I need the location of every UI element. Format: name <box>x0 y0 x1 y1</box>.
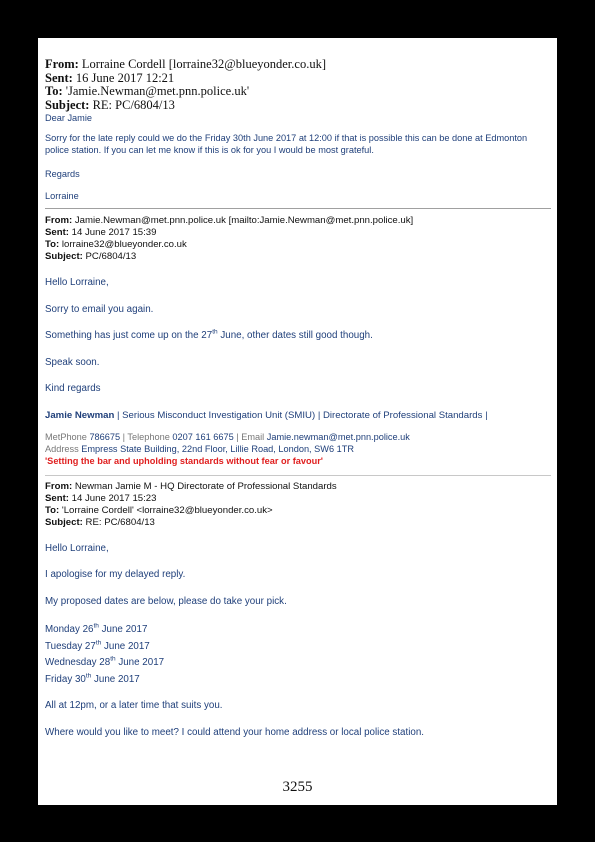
date-item: Monday 26th June 2017 <box>45 622 148 635</box>
email1-body: Sorry for the late reply could we do the Friday 30th June 2017 at 12:00 if that is possible this can be done at Edmonton police station. If you can let me know if this is ok for you I would be most grateful. <box>45 133 528 155</box>
sent-value: 14 June 2017 15:23 <box>71 492 157 504</box>
to-value: 'Lorraine Cordell' <lorraine32@blueyonder.co.uk> <box>61 504 273 516</box>
date-item: Tuesday 27th June 2017 <box>45 639 150 652</box>
email2-signoff: Kind regards <box>45 383 101 394</box>
to-label: To: <box>45 84 63 98</box>
contact-line: MetPhone 786675 | Telephone 0207 161 6675 | Email Jamie.newman@met.pnn.police.uk <box>45 431 410 442</box>
sent-label: Sent: <box>45 492 69 504</box>
date-item: Wednesday 28th June 2017 <box>45 655 165 668</box>
email-divider <box>45 475 551 476</box>
subject-value: RE: PC/6804/13 <box>85 516 155 528</box>
sent-value: 16 June 2017 12:21 <box>75 70 175 85</box>
sent-label: Sent: <box>45 227 69 238</box>
sent-label: Sent: <box>45 70 73 85</box>
email2-greeting: Hello Lorraine, <box>45 277 109 288</box>
from-label: From: <box>45 215 73 226</box>
email2-line3: Speak soon. <box>45 356 100 368</box>
email3-line4: Where would you like to meet? I could attend your home address or local police station. <box>45 726 425 738</box>
page-number: 3255 <box>282 779 313 795</box>
from-label: From: <box>45 57 79 71</box>
email2-signature: Jamie Newman | Serious Misconduct Investigation Unit (SMIU) | Directorate of Professional Standards | <box>45 409 488 421</box>
to-label: To: <box>45 504 60 516</box>
to-value: lorraine32@blueyonder.co.uk <box>61 239 187 250</box>
from-value: Lorraine Cordell [lorraine32@blueyonder.co.uk] <box>81 57 326 71</box>
subject-value: PC/6804/13 <box>85 251 137 262</box>
email-link[interactable]: Jamie.newman@met.pnn.police.uk <box>264 431 410 442</box>
email1-greeting: Dear Jamie <box>45 113 92 123</box>
from-value: Jamie.Newman@met.pnn.police.uk [mailto:Jamie.Newman@met.pnn.police.uk] <box>74 215 414 226</box>
email3-line2: My proposed dates are below, please do take your pick. <box>45 595 287 607</box>
email-divider <box>45 208 551 209</box>
date-list <box>45 622 551 688</box>
subject-label: Subject: <box>45 97 90 112</box>
motto: 'Setting the bar and upholding standards without fear or favour' <box>45 455 323 466</box>
subject-label: Subject: <box>45 516 83 528</box>
to-value: 'Jamie.Newman@met.pnn.police.uk' <box>65 84 250 98</box>
email3-line1: I apologise for my delayed reply. <box>45 569 186 580</box>
to-label: To: <box>45 239 60 250</box>
date-item: Friday 30th June 2017 <box>45 672 140 685</box>
email2-line1: Sorry to email you again. <box>45 303 154 315</box>
email1-regards: Regards <box>45 169 80 179</box>
from-value: Newman Jamie M - HQ Directorate of Professional Standards <box>74 480 337 492</box>
address-line: Address Empress State Building, 22nd Floor, Lillie Road, London, SW6 1TR <box>45 443 354 454</box>
subject-value: RE: PC/6804/13 <box>92 97 175 112</box>
sent-value: 14 June 2017 15:39 <box>71 227 157 238</box>
subject-label: Subject: <box>45 251 83 262</box>
from-label: From: <box>45 480 73 492</box>
email3-header <box>45 481 551 529</box>
email2-header <box>45 215 551 263</box>
email3-greeting: Hello Lorraine, <box>45 542 109 554</box>
email2-line2: Something has just come up on the 27th June, other dates still good though. <box>45 328 373 341</box>
document-page <box>38 38 557 805</box>
email1-name: Lorraine <box>45 191 79 201</box>
email1-header <box>45 58 551 112</box>
signature-name: Jamie Newman <box>45 409 115 421</box>
email3-line3: All at 12pm, or a later time that suits you. <box>45 700 223 711</box>
